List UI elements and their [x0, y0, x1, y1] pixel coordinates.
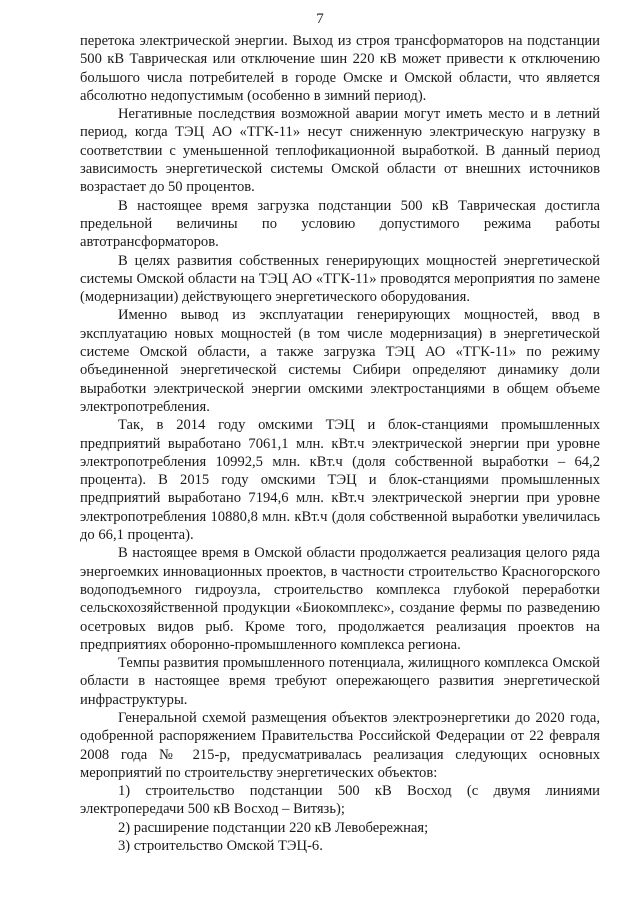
paragraph-summer-period: Негативные последствия возможной аварии могут иметь место и в летний период, когда ТЭЦ АО «ТГК-11» несут сниженную электрическую нагрузку в соответствии с уменьшенной теплофикационной выработкой. В данный период зависимость энергетической системы Омской области от внешних источников возрастает до 50 процентов.: [80, 106, 600, 196]
list-item-tec6: 3) строительство Омской ТЭЦ-6.: [118, 838, 323, 855]
paragraph-generation-statistics: Так, в 2014 году омскими ТЭЦ и блок-станциями промышленных предприятий выработано 7061,1 млн. кВт.ч электрической энергии при уровне электропотребления 10992,5 млн. кВт.ч (доля собственной выработки – 64,2 процента). В 2015 году омскими ТЭЦ и блок-станциями промышленных предприятий выработано 7194,6 млн. кВт.ч электрической энергии при уровне электропотребления 10880,8 млн. кВт.ч (доля собственной выработки увеличилась до 66,1 процента).: [80, 417, 600, 544]
paragraph-general-scheme: Генеральной схемой размещения объектов электроэнергетики до 2020 года, одобренной распоряжением Правительства Российской Федерации от 22 февраля 2008 года № 215-р, предусматривалась реализация следующих основных мероприятий по строительству энергетических объектов:: [80, 709, 600, 781]
list-item-voskhod: 1) строительство подстанции 500 кВ Восход (с двумя линиями электропередачи 500 кВ Восход – Витязь);: [80, 783, 600, 818]
paragraph-innovation-projects: В настоящее время в Омской области продолжается реализация целого ряда энергоемких инновационных проектов, в частности строительство Красногорского водоподъемного гидроузла, строительство комплекса глубокой переработки сельскохозяйственной продукции «Биокомплекс», создание фермы по разведению осетровых видов рыб. Кроме того, продолжается реализация проектов на предприятиях оборонно-промышленного комплекса региона.: [80, 545, 600, 653]
paragraph-generation-dynamics: Именно вывод из эксплуатации генерирующих мощностей, ввод в эксплуатацию новых мощностей (в том числе модернизация) в энергетической системе Омской области, а также загрузка ТЭЦ АО «ТГК-11» по режиму объединенной энергетической системы Сибири определяют динамику доли выработки электрической энергии омскими электростанциями в общем объеме электропотребления.: [80, 307, 600, 415]
document-body: [80, 32, 600, 855]
paragraph-substation-load: В настоящее время загрузка подстанции 500 кВ Таврическая достигла предельной величины по условию допустимого режима работы автотрансформаторов.: [80, 197, 600, 251]
list-item-levoberezhnaya: 2) расширение подстанции 220 кВ Левобережная;: [118, 819, 429, 836]
paragraph-continuation: перетока электрической энергии. Выход из строя трансформаторов на подстанции 500 кВ Таврическая или отключение шин 220 кВ может привести к отключению большого числа потребителей в городе Омске и Омской области, что является абсолютно недопустимым (особенно в зимний период).: [80, 33, 600, 104]
paragraph-generation-development: В целях развития собственных генерирующих мощностей энергетической системы Омской области на ТЭЦ АО «ТГК-11» проводятся мероприятия по замене (модернизации) действующего энергетического оборудования.: [80, 252, 600, 306]
paragraph-infrastructure-demand: Темпы развития промышленного потенциала, жилищного комплекса Омской области в настоящее время требуют опережающего развития энергетической инфраструктуры.: [80, 655, 600, 708]
page-number: 7: [316, 11, 324, 27]
